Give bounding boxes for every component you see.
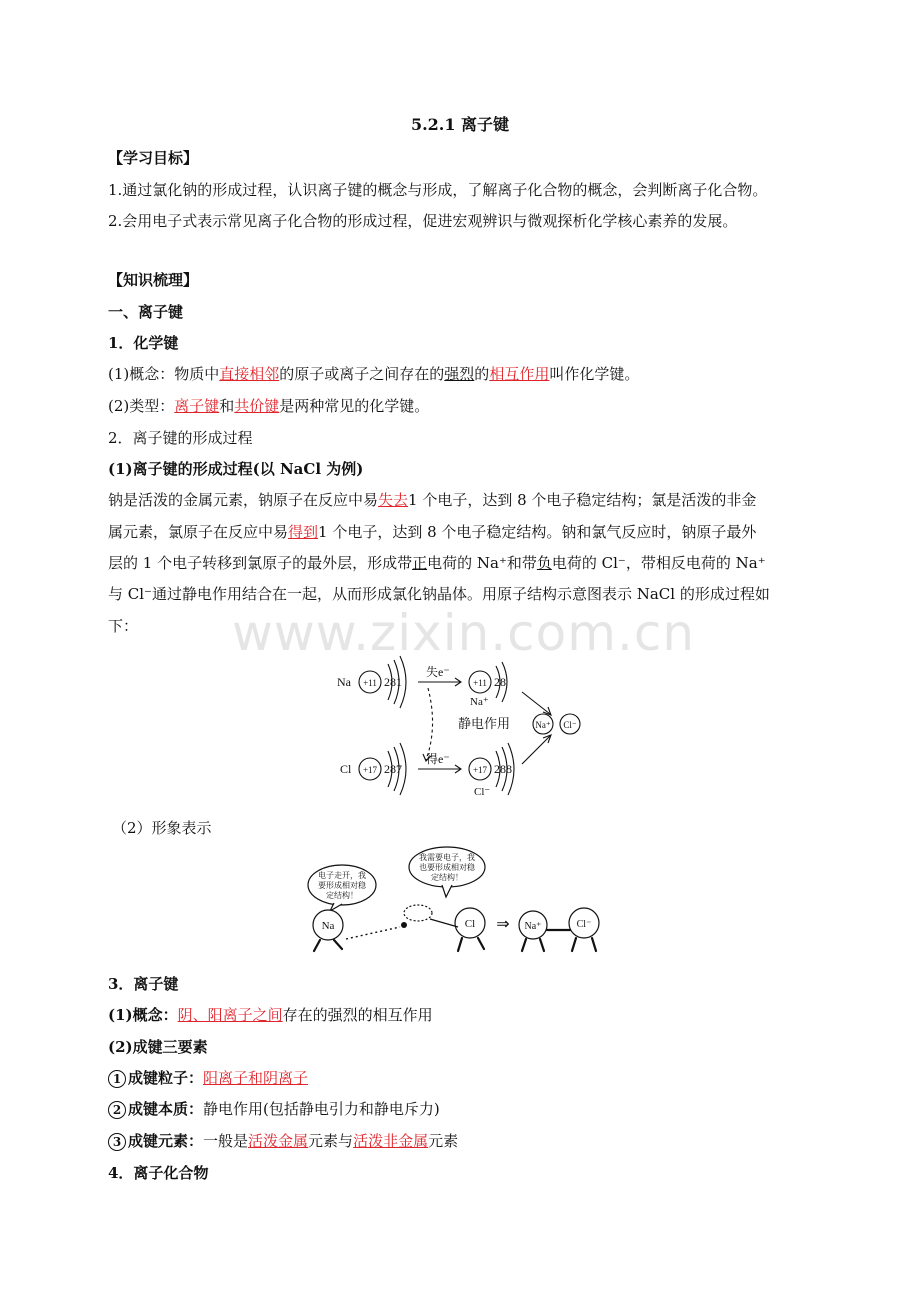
formation-subheading: (1)离子键的形成过程(以 NaCl 为例) [108,460,364,478]
paragraph-line-5: 下： [108,617,139,635]
product-cl: Cl⁻ [563,720,577,730]
answer-gain: 得到 [288,523,319,541]
objective-2: 2.会用电子式表示常见离子化合物的形成过程，促进宏观辨识与微观探析化学核心素养的发展。 [108,212,738,230]
answer-active-nonmetal: 活泼非金属 [353,1132,429,1150]
paragraph-line-4: 与 Cl⁻通过静电作用结合在一起，从而形成氯化钠晶体。用原子结构示意图表示 NaCl 的形成过程如 [108,585,770,603]
chemical-bond-heading: 1．化学键 [108,334,179,352]
electrostatic-label: 静电作用 [458,716,511,731]
figurative-heading: （2）形象表示 [112,819,212,837]
bubble1-line3: 定结构！ [326,891,358,900]
cartoon-illustration [300,845,620,960]
answer-covalent-bond: 共价键 [234,397,280,415]
answer-lose: 失去 [378,491,409,509]
answer-active-metal: 活泼金属 [248,1132,309,1150]
answer-interaction: 相互作用 [489,365,550,383]
nacl-formation-diagram [330,652,600,812]
formation-heading: 2．离子键的形成过程 [108,429,253,447]
objective-1: 1.通过氯化钠的形成过程，认识离子键的概念与形成，了解离子化合物的概念，会判断离子化合物。 [108,181,768,199]
ionic-bond-concept: (1)概念：阴、阳离子之间存在的强烈的相互作用 [108,1006,433,1024]
cl-config: 287 [384,762,402,776]
ionic-compound-heading: 4．离子化合物 [108,1164,209,1182]
cl-ion-config: 288 [494,762,512,776]
cartoon-na: Na [321,920,335,932]
circled-number-3: 3 [108,1133,126,1151]
circled-number-1: 1 [108,1070,126,1088]
review-heading: 【知识梳理】 [108,271,199,289]
product-na: Na⁺ [535,720,551,730]
cartoon-arrow: ⇒ [496,916,510,933]
cartoon-na-ion: Na⁺ [524,921,542,932]
answer-directly-adjacent: 直接相邻 [219,365,280,383]
arrow-gain-electron: 得e⁻ [426,752,450,766]
bubble1-line2: 要形成相对稳 [318,881,366,890]
na-ion-nucleus: +11 [473,678,487,688]
paragraph-line-3: 层的 1 个电子转移到氯原子的最外层，形成带正电荷的 Na⁺和带负电荷的 Cl⁻，带相反电荷的 Na⁺ [108,554,766,572]
arrow-lose-electron: 失e⁻ [426,665,450,679]
answer-cation-anion: 阳离子和阴离子 [203,1069,309,1087]
watermark: www.zixin.com.cn [232,604,696,662]
answer-ionic-bond: 离子键 [174,397,220,415]
page-title: 5.2.1 离子键 [410,115,510,134]
element-2: 2 成键本质：静电作用(包括静电引力和静电斥力) [108,1099,440,1119]
objectives-heading: 【学习目标】 [108,149,199,167]
three-elements-heading: (2)成键三要素 [108,1038,208,1056]
answer-between-ions: 阴、阳离子之间 [177,1006,283,1024]
na-ion-config: 28 [494,675,506,689]
element-1: 1 成键粒子：阳离子和阴离子 [108,1068,308,1088]
ionic-bond-heading: 3．离子键 [108,975,179,993]
cl-ion-label: Cl⁻ [474,786,491,798]
bubble2-line2: 也要形成相对稳 [419,863,475,872]
paragraph-line-2: 属元素，氯原子在反应中易得到1 个电子，达到 8 个电子稳定结构。钠和氯气反应时，钠原子最外 [108,523,757,541]
element-3: 3 成键元素：一般是活泼金属元素与活泼非金属元素 [108,1131,458,1151]
circled-number-2: 2 [108,1101,126,1119]
bubble2-line1: 我需要电子，我 [419,853,475,862]
na-label: Na [337,675,351,689]
chemical-bond-types: (2)类型：离子键和共价键是两种常见的化学键。 [108,397,430,415]
na-nucleus: +11 [363,678,377,688]
cartoon-cl-ion: Cl⁻ [576,919,592,930]
section-1-heading: 一、离子键 [108,303,184,321]
cl-ion-nucleus: +17 [472,765,488,775]
bubble2-line3: 定结构！ [431,873,463,882]
cl-label: Cl [340,762,352,776]
bubble1-line1: 电子走开，我 [318,871,366,880]
na-ion-label: Na⁺ [470,696,489,708]
na-config: 281 [384,675,402,689]
chemical-bond-concept: (1)概念：物质中直接相邻的原子或离子之间存在的强烈的相互作用叫作化学键。 [108,365,640,383]
cl-nucleus: +17 [362,765,378,775]
paragraph-line-1: 钠是活泼的金属元素，钠原子在反应中易失去1 个电子，达到 8 个电子稳定结构；氯是活泼的非金 [108,491,757,509]
cartoon-cl: Cl [464,918,476,930]
